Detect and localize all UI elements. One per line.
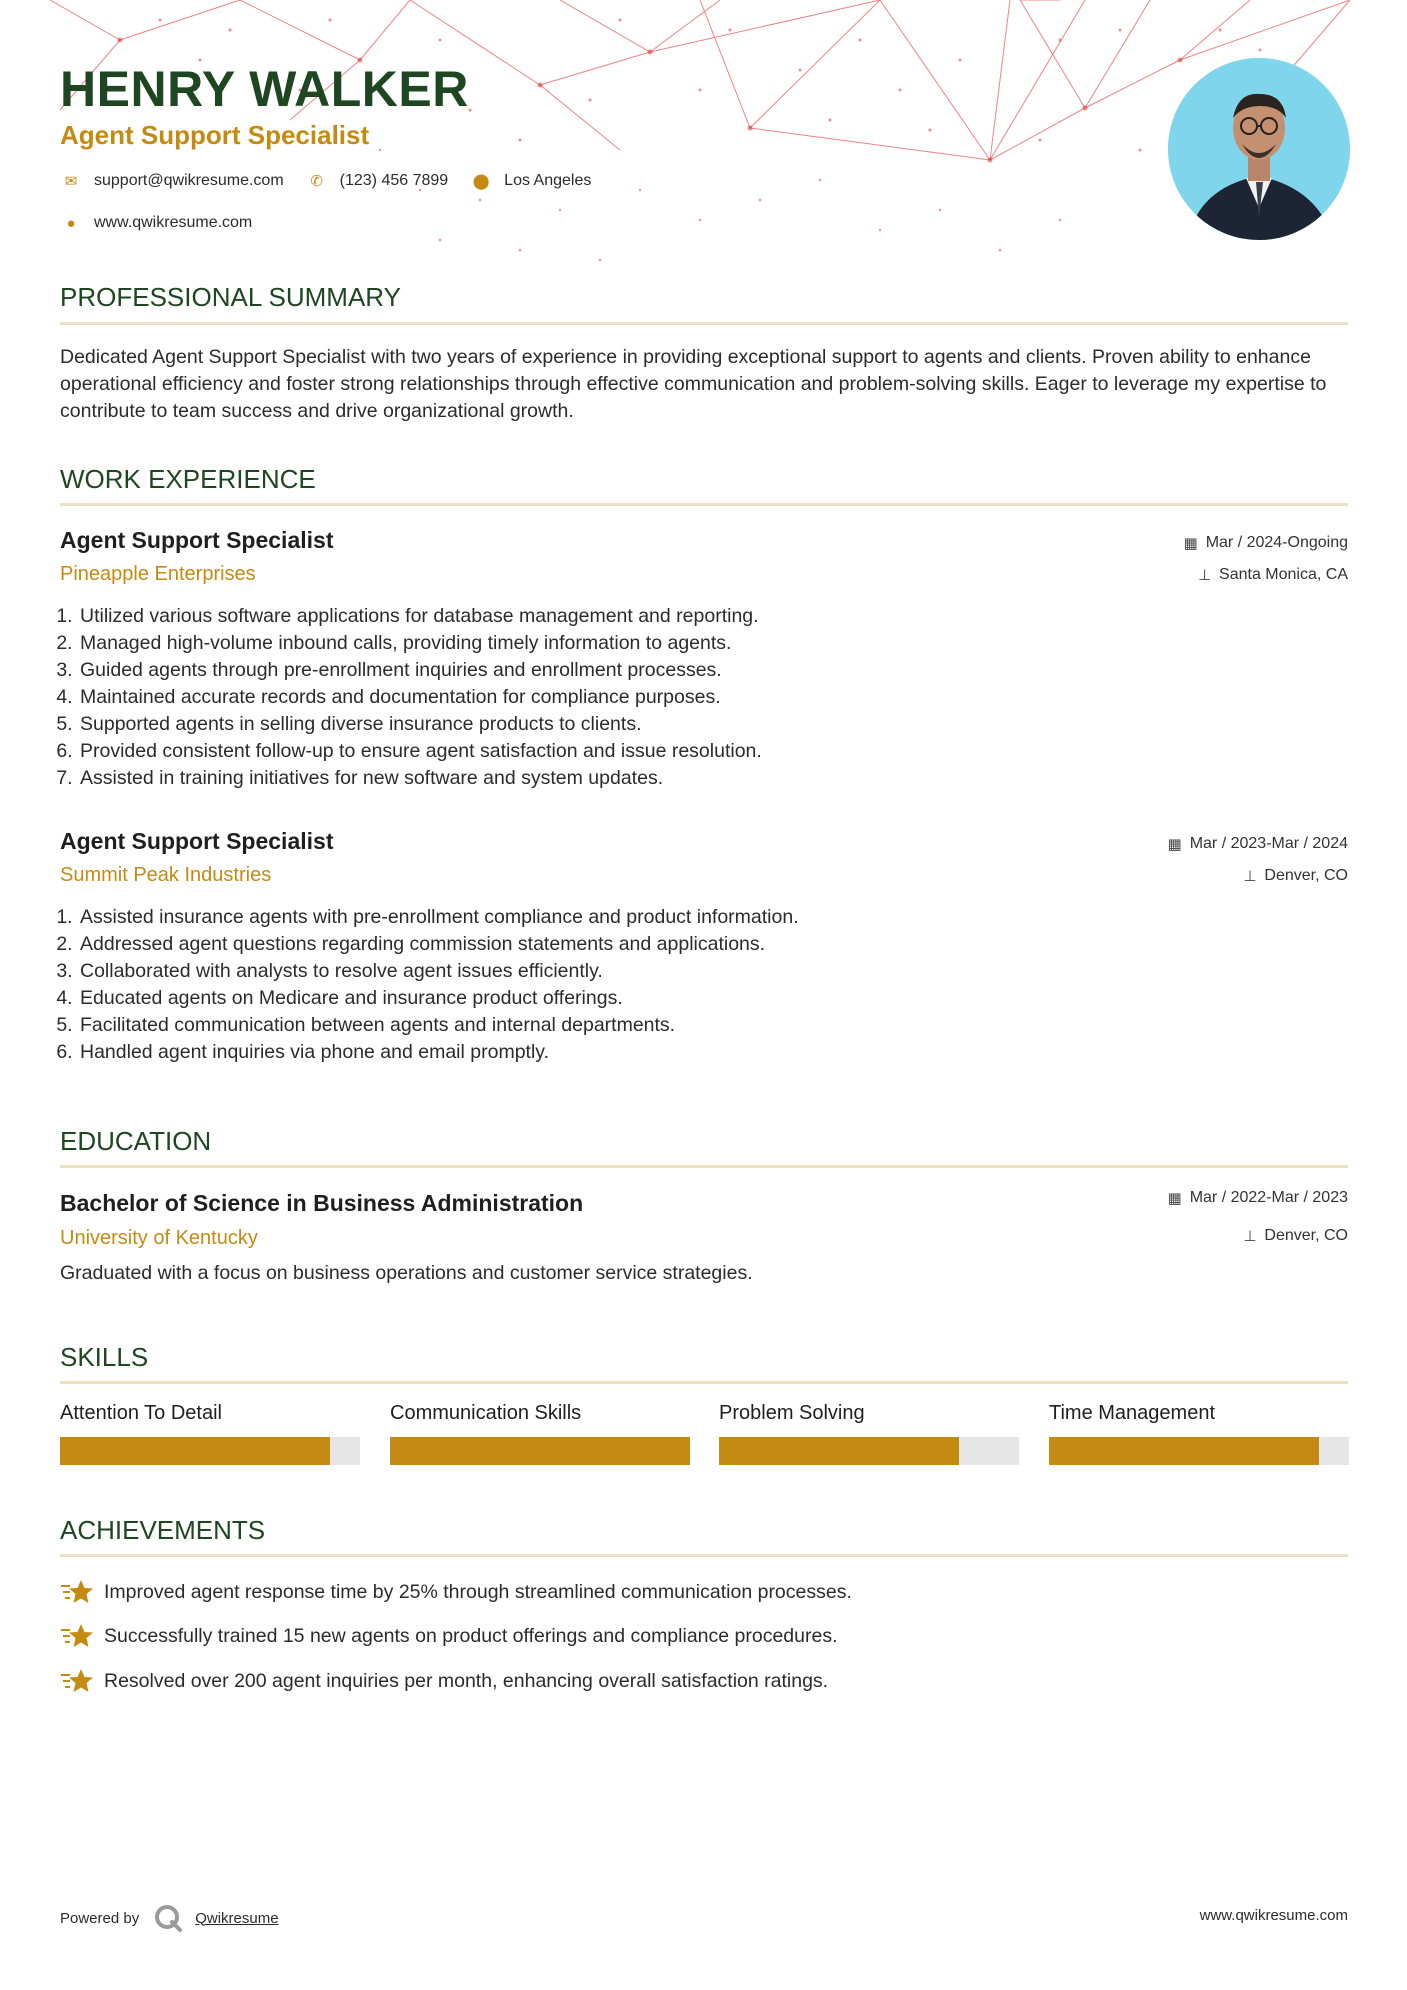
email-link[interactable]: support@qwikresume.com [94, 172, 284, 189]
job-location-text: Santa Monica, CA [1219, 566, 1348, 583]
website-link[interactable]: www.qwikresume.com [94, 214, 253, 231]
job-dates [1184, 534, 1349, 552]
star-icon [60, 1578, 94, 1606]
job-title: Agent Support Specialist [60, 828, 334, 854]
section-divider [60, 503, 1348, 506]
achievement-item [60, 1578, 852, 1606]
footer-website-link[interactable]: www.qwikresume.com [1199, 1907, 1348, 1924]
skills-section-title: SKILLS [60, 1342, 149, 1372]
job-dates-text: Mar / 2023-Mar / 2024 [1189, 835, 1348, 852]
section-divider [60, 1381, 1348, 1384]
list-item: 5. Facilitated communication between agents and internal departments. [78, 1012, 799, 1039]
phone-icon: ✆ [310, 173, 323, 190]
skill-item [719, 1402, 1019, 1465]
candidate-role: Agent Support Specialist [60, 120, 370, 150]
qwikresume-logo-icon [153, 1903, 183, 1933]
job-dates [1168, 835, 1348, 853]
candidate-name: HENRY WALKER [60, 61, 469, 117]
achievement-text: Successfully trained 15 new agents on product offerings and compliance procedures. [104, 1624, 838, 1647]
location-pin-icon: ⬤ [472, 173, 490, 190]
achievement-item [60, 1622, 838, 1650]
skill-label: Time Management [1049, 1402, 1215, 1424]
skill-bar [719, 1437, 1019, 1465]
location: Los Angeles [504, 172, 592, 189]
education-section-title: EDUCATION [60, 1126, 212, 1156]
pushpin-icon: ⊥ [1197, 567, 1212, 584]
list-item: 2. Managed high-volume inbound calls, providing timely information to agents. [78, 630, 762, 657]
achievement-text: Resolved over 200 agent inquiries per month, enhancing overall satisfaction ratings. [104, 1669, 829, 1692]
education-location-text: Denver, CO [1264, 1227, 1348, 1244]
skill-level-fill [719, 1437, 959, 1465]
experience-section-title: WORK EXPERIENCE [60, 464, 316, 494]
pushpin-icon: ⊥ [1243, 868, 1257, 885]
job-location [1243, 867, 1348, 885]
list-item: 7. Assisted in training initiatives for new software and system updates. [78, 765, 762, 792]
school-name: University of Kentucky [60, 1227, 258, 1249]
list-item: 1. Utilized various software applications for database management and reporting. [78, 603, 762, 630]
star-icon [60, 1667, 94, 1695]
calendar-icon: ▦ [1167, 836, 1182, 853]
degree-title: Bachelor of Science in Business Administration [60, 1190, 584, 1216]
job-location [1198, 566, 1348, 584]
footer-powered-by [60, 1903, 279, 1933]
skill-bar [1049, 1437, 1349, 1465]
list-item: 6. Handled agent inquiries via phone and email promptly. [78, 1039, 799, 1066]
job-bullets [54, 904, 799, 1066]
powered-by-label: Powered by [60, 1909, 140, 1927]
skill-label: Problem Solving [719, 1402, 865, 1424]
skill-item [390, 1402, 690, 1465]
list-item: 4. Maintained accurate records and documentation for compliance purposes. [78, 684, 762, 711]
education-dates-text: Mar / 2022-Mar / 2023 [1189, 1189, 1348, 1206]
profile-photo-illustration [1168, 58, 1350, 240]
summary-section-title: PROFESSIONAL SUMMARY [60, 282, 401, 312]
education-description: Graduated with a focus on business operations and customer service strategies. [60, 1262, 753, 1284]
achievements-section-title: ACHIEVEMENTS [60, 1515, 266, 1545]
job-bullets [54, 603, 762, 792]
calendar-icon: ▦ [1183, 535, 1198, 552]
qwikresume-link[interactable]: Qwikresume [195, 1909, 279, 1927]
skill-level-fill [390, 1437, 690, 1465]
website-row [60, 214, 274, 232]
list-item: 3. Guided agents through pre-enrollment inquiries and enrollment processes. [78, 657, 762, 684]
section-divider [60, 1165, 1348, 1168]
skill-bar [60, 1437, 360, 1465]
phone-number: (123) 456 7899 [339, 172, 449, 189]
list-item: 6. Provided consistent follow-up to ensure agent satisfaction and issue resolution. [78, 738, 762, 765]
profile-photo [1168, 58, 1350, 240]
job-location-text: Denver, CO [1264, 867, 1348, 884]
job-title: Agent Support Specialist [60, 527, 334, 553]
achievement-text: Improved agent response time by 25% through streamlined communication processes. [104, 1580, 852, 1603]
skill-level-fill [60, 1437, 330, 1465]
pushpin-icon: ⊥ [1243, 1228, 1257, 1245]
list-item: 5. Supported agents in selling diverse insurance products to clients. [78, 711, 762, 738]
list-item: 1. Assisted insurance agents with pre-enrollment compliance and product information. [78, 904, 799, 931]
job-company: Summit Peak Industries [60, 864, 272, 886]
list-item: 2. Addressed agent questions regarding commission statements and applications. [78, 931, 799, 958]
summary-text: Dedicated Agent Support Specialist with two years of experience in providing exceptional support to agents and clients. Proven ability to enhance operational efficiency and foster strong relationships through effective communication and problem-solving skills. Eager to leverage my expertise to contribute to team success and drive organizational growth. [60, 346, 1327, 422]
list-item: 4. Educated agents on Medicare and insurance product offerings. [78, 985, 799, 1012]
section-divider [60, 1554, 1348, 1557]
skill-item [1049, 1402, 1349, 1465]
skill-level-fill [1049, 1437, 1319, 1465]
list-item: 3. Collaborated with analysts to resolve agent issues efficiently. [78, 958, 799, 985]
education-dates [1168, 1189, 1348, 1207]
section-divider [60, 322, 1348, 325]
education-location [1243, 1227, 1348, 1245]
skill-item [60, 1402, 360, 1465]
envelope-icon: ✉ [64, 173, 78, 190]
skill-bar [390, 1437, 690, 1465]
achievement-item [60, 1667, 828, 1695]
job-dates-text: Mar / 2024-Ongoing [1205, 534, 1348, 551]
job-company: Pineapple Enterprises [60, 563, 256, 585]
skill-label: Communication Skills [390, 1402, 582, 1424]
globe-icon: ● [66, 214, 76, 232]
star-icon [60, 1622, 94, 1650]
skill-label: Attention To Detail [60, 1402, 222, 1424]
calendar-icon: ▦ [1167, 1190, 1182, 1207]
contact-row [60, 172, 613, 190]
